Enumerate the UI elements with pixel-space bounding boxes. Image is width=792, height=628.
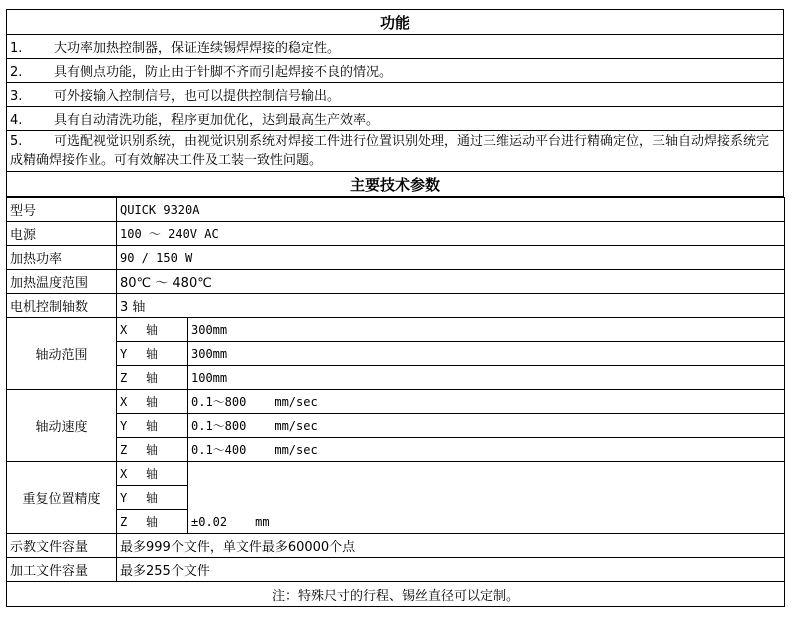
travel-value: 300mm — [188, 342, 785, 366]
footnote: 注：特殊尺寸的行程、锡丝直径可以定制。 — [7, 582, 785, 607]
specs-title: 主要技术参数 — [7, 172, 784, 197]
spec-label-travel: 轴动范围 — [7, 318, 117, 390]
feature-item: 2. 具有侧点功能，防止由于针脚不齐而引起焊接不良的情况。 — [7, 59, 784, 83]
spec-value-power-supply: 100 ～ 240V AC — [117, 222, 785, 246]
spec-label-repeatability: 重复位置精度 — [7, 462, 117, 534]
travel-value: 300mm — [188, 318, 785, 342]
axis-label: Y 轴 — [117, 414, 188, 438]
spec-label-speed: 轴动速度 — [7, 390, 117, 462]
spec-label-model: 型号 — [7, 198, 117, 222]
axis-label: X 轴 — [117, 462, 188, 486]
axis-label: Y 轴 — [117, 486, 188, 510]
axis-label: Z 轴 — [117, 366, 188, 390]
axis-label: X 轴 — [117, 390, 188, 414]
axis-label: Z 轴 — [117, 438, 188, 462]
speed-value: 0.1～400 mm/sec — [188, 438, 785, 462]
speed-value: 0.1～800 mm/sec — [188, 414, 785, 438]
spec-value-heating-power: 90 / 150 W — [117, 246, 785, 270]
spec-label-axes-count: 电机控制轴数 — [7, 294, 117, 318]
feature-item: 3. 可外接输入控制信号，也可以提供控制信号输出。 — [7, 83, 784, 107]
features-table — [6, 9, 784, 197]
spec-label-process-capacity: 加工文件容量 — [7, 558, 117, 582]
spec-value-model: QUICK 9320A — [117, 198, 785, 222]
spec-value-process-capacity: 最多255个文件 — [117, 558, 785, 582]
travel-value: 100mm — [188, 366, 785, 390]
spec-label-teach-capacity: 示教文件容量 — [7, 534, 117, 558]
spec-label-temp-range: 加热温度范围 — [7, 270, 117, 294]
feature-item: 1. 大功率加热控制器，保证连续锡焊焊接的稳定性。 — [7, 35, 784, 59]
spec-value-teach-capacity: 最多999个文件，单文件最多60000个点 — [117, 534, 785, 558]
spec-value-temp-range: 80℃ ～ 480℃ — [117, 270, 785, 294]
spec-label-power-supply: 电源 — [7, 222, 117, 246]
spec-label-heating-power: 加热功率 — [7, 246, 117, 270]
axis-label: Y 轴 — [117, 342, 188, 366]
spec-sheet — [6, 9, 784, 607]
features-title: 功能 — [7, 10, 784, 35]
specs-table — [6, 197, 785, 607]
axis-label: X 轴 — [117, 318, 188, 342]
speed-value: 0.1～800 mm/sec — [188, 390, 785, 414]
spec-value-axes-count: 3 轴 — [117, 294, 785, 318]
feature-item: 4. 具有自动清洗功能，程序更加优化，达到最高生产效率。 — [7, 107, 784, 131]
repeatability-value: ±0.02 mm — [188, 462, 785, 534]
feature-item: 5. 可选配视觉识别系统，由视觉识别系统对焊接工件进行位置识别处理，通过三维运动平台进行精确定位，三轴自动焊接系统完成精确焊接作业。可有效解决工件及工装一致性问题。 — [7, 131, 784, 172]
axis-label: Z 轴 — [117, 510, 188, 534]
